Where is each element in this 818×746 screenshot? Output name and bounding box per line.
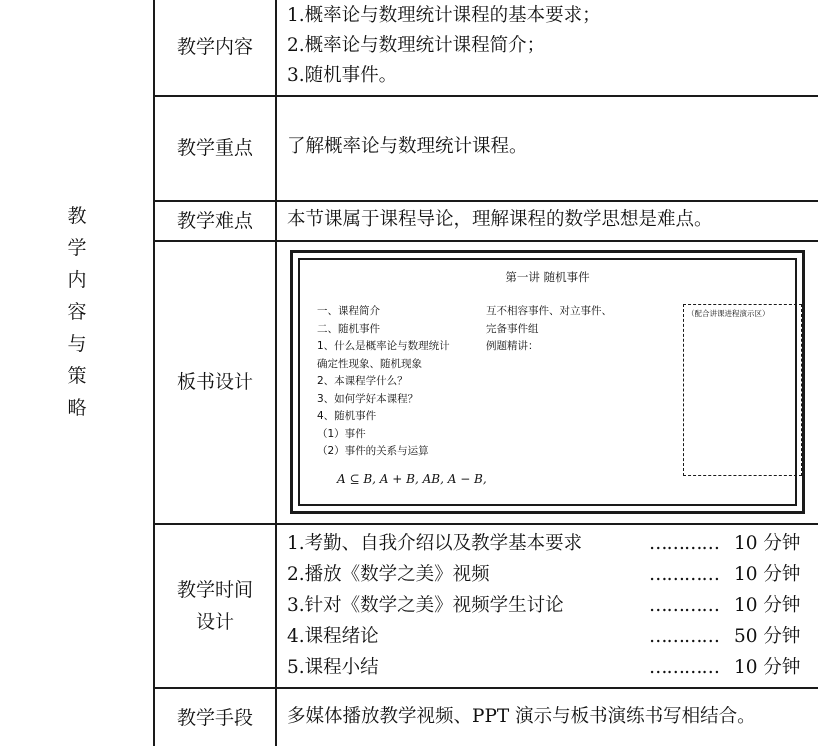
schedule-duration: 10 分钟 xyxy=(734,657,801,678)
board-demo-caption: （配合讲课进程演示区） xyxy=(687,309,770,318)
board-line: （1）事件 xyxy=(317,427,366,440)
board-left-column xyxy=(317,303,450,461)
board-line: 完备事件组 xyxy=(486,322,539,335)
board-line: 2、本课程学什么？ xyxy=(317,375,408,387)
board-line: 4、随机事件 xyxy=(317,410,377,422)
schedule-item xyxy=(287,560,807,590)
side-title-char: 容 xyxy=(67,301,87,323)
board-middle-column xyxy=(486,303,612,356)
board-label: 板书设计 xyxy=(176,371,253,393)
blackboard-design xyxy=(290,250,805,514)
board-title: 第一讲 随机事件 xyxy=(505,270,590,284)
schedule-duration: 10 分钟 xyxy=(734,533,801,554)
side-title-char: 与 xyxy=(67,333,87,355)
board-line: 例题精讲： xyxy=(486,340,539,352)
schedule-leader-dots: ………… xyxy=(649,626,719,647)
methods-label: 教学手段 xyxy=(176,707,253,729)
blackboard-inner-frame xyxy=(298,258,797,506)
side-title-char: 策 xyxy=(67,365,87,387)
schedule-item-text: 2.播放《数学之美》视频 xyxy=(287,564,490,585)
schedule-item xyxy=(287,653,807,683)
schedule-item-text: 4.课程绪论 xyxy=(287,626,379,647)
board-line: 互不相容事件、对立事件、 xyxy=(486,305,612,317)
board-line: 二、随机事件 xyxy=(317,322,380,335)
schedule-duration: 10 分钟 xyxy=(734,595,801,616)
board-line: 一、课程简介 xyxy=(317,305,380,317)
schedule-label-line-1: 教学时间 xyxy=(176,579,253,601)
content-line-3: 3.随机事件。 xyxy=(287,65,398,86)
side-title-char: 学 xyxy=(67,237,87,259)
table-column-divider xyxy=(275,0,277,746)
key-points-text: 了解概率论与数理统计课程。 xyxy=(287,136,528,157)
row-divider xyxy=(153,523,818,525)
content-line-1: 1.概率论与数理统计课程的基本要求； xyxy=(287,5,601,26)
board-line: （2）事件的关系与运算 xyxy=(317,445,429,457)
schedule-item-text: 1.考勤、自我介绍以及教学基本要求 xyxy=(287,533,583,554)
side-title-char: 内 xyxy=(67,269,87,291)
schedule-item xyxy=(287,622,807,652)
schedule-item-text: 3.针对《数学之美》视频学生讨论 xyxy=(287,595,564,616)
row-divider xyxy=(153,200,818,202)
methods-text: 多媒体播放教学视频、PPT 演示与板书演练书写相结合。 xyxy=(287,706,756,727)
schedule-label-line-2: 设计 xyxy=(195,611,234,633)
section-side-title xyxy=(62,200,92,424)
content-label: 教学内容 xyxy=(176,36,253,58)
content-line-2: 2.概率论与数理统计课程简介； xyxy=(287,35,546,56)
board-line: 1、什么是概率论与数理统计 xyxy=(317,340,450,352)
schedule-duration: 50 分钟 xyxy=(734,626,801,647)
schedule-duration: 10 分钟 xyxy=(734,564,801,585)
row-divider xyxy=(153,240,818,242)
key-points-label: 教学重点 xyxy=(176,137,253,159)
difficulties-label: 教学难点 xyxy=(176,210,253,232)
side-title-char: 略 xyxy=(67,397,87,419)
board-line: 确定性现象、随机现象 xyxy=(317,357,422,370)
row-divider xyxy=(153,95,818,97)
difficulties-text: 本节课属于课程导论，理解课程的数学思想是难点。 xyxy=(287,209,713,230)
schedule-item xyxy=(287,591,807,621)
schedule-leader-dots: ………… xyxy=(649,533,719,554)
row-divider xyxy=(153,687,818,689)
board-line: 3、如何学好本课程？ xyxy=(317,392,419,405)
schedule-leader-dots: ………… xyxy=(649,595,719,616)
schedule-leader-dots: ………… xyxy=(649,657,719,678)
board-demo-area xyxy=(683,304,802,476)
schedule-leader-dots: ………… xyxy=(649,564,719,585)
schedule-item xyxy=(287,529,807,559)
schedule-item-text: 5.课程小结 xyxy=(287,657,379,678)
side-title-char: 教 xyxy=(67,205,87,227)
board-formula: A ⊆ B, A + B, AB, A − B, xyxy=(337,472,487,486)
